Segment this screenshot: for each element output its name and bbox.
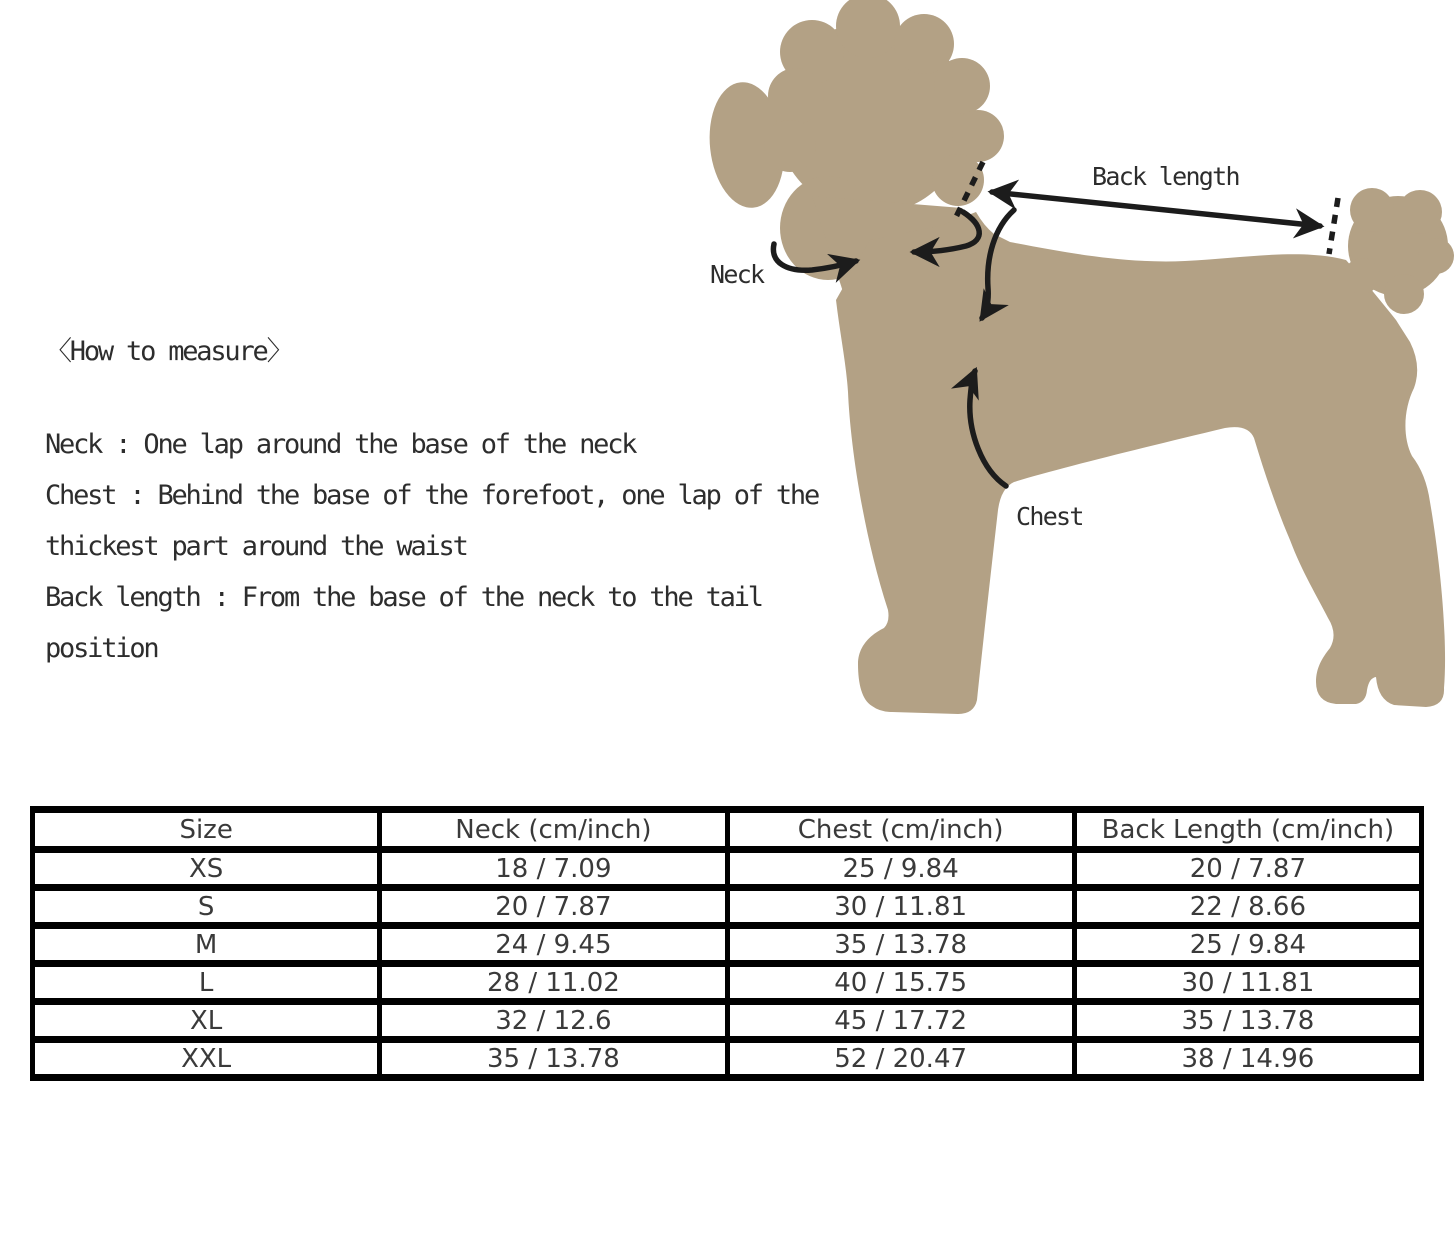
- chest-label: Chest: [1016, 502, 1083, 531]
- size-cell: L: [33, 964, 380, 1002]
- measurement-cell: 35 / 13.78: [380, 1040, 727, 1078]
- column-header: Chest (cm/inch): [727, 810, 1074, 850]
- tail-dashed-mark: [1329, 198, 1338, 254]
- measurement-cell: 22 / 8.66: [1074, 888, 1421, 926]
- size-cell: XL: [33, 1002, 380, 1040]
- size-cell: XXL: [33, 1040, 380, 1078]
- measurement-cell: 25 / 9.84: [727, 850, 1074, 888]
- size-cell: M: [33, 926, 380, 964]
- size-cell: S: [33, 888, 380, 926]
- back-length-label: Back length: [1092, 162, 1239, 191]
- measurement-cell: 25 / 9.84: [1074, 926, 1421, 964]
- table-row: [33, 926, 1422, 964]
- instruction-line: position: [45, 633, 158, 664]
- size-cell: XS: [33, 850, 380, 888]
- instruction-line: Neck : One lap around the base of the neck: [45, 429, 636, 460]
- column-header: Size: [33, 810, 380, 850]
- size-table: [30, 806, 1424, 1081]
- table-row: [33, 1040, 1422, 1078]
- how-to-measure-section: [45, 336, 818, 674]
- measurement-cell: 45 / 17.72: [727, 1002, 1074, 1040]
- measurement-cell: 35 / 13.78: [727, 926, 1074, 964]
- table-row: [33, 1002, 1422, 1040]
- measurement-cell: 40 / 15.75: [727, 964, 1074, 1002]
- measurement-cell: 20 / 7.87: [380, 888, 727, 926]
- column-header: Neck (cm/inch): [380, 810, 727, 850]
- instruction-line: thickest part around the waist: [45, 531, 467, 562]
- instruction-line: Back length : From the base of the neck to the tail: [45, 582, 762, 613]
- measurement-cell: 20 / 7.87: [1074, 850, 1421, 888]
- measurement-cell: 28 / 11.02: [380, 964, 727, 1002]
- measurement-cell: 30 / 11.81: [1074, 964, 1421, 1002]
- measurement-cell: 30 / 11.81: [727, 888, 1074, 926]
- back-length-arrow: [992, 192, 1320, 226]
- how-to-measure-title: 〈How to measure〉: [45, 336, 292, 367]
- measurement-cell: 38 / 14.96: [1074, 1040, 1421, 1078]
- measurement-cell: 32 / 12.6: [380, 1002, 727, 1040]
- measurement-cell: 35 / 13.78: [1074, 1002, 1421, 1040]
- table-header-row: [33, 810, 1422, 850]
- table-row: [33, 850, 1422, 888]
- neck-label: Neck: [710, 260, 764, 289]
- instruction-line: Chest : Behind the base of the forefoot, one lap of the: [45, 480, 819, 511]
- column-header: Back Length (cm/inch): [1074, 810, 1421, 850]
- measurement-cell: 18 / 7.09: [380, 850, 727, 888]
- table-row: [33, 964, 1422, 1002]
- measurement-cell: 52 / 20.47: [727, 1040, 1074, 1078]
- measurement-cell: 24 / 9.45: [380, 926, 727, 964]
- table-row: [33, 888, 1422, 926]
